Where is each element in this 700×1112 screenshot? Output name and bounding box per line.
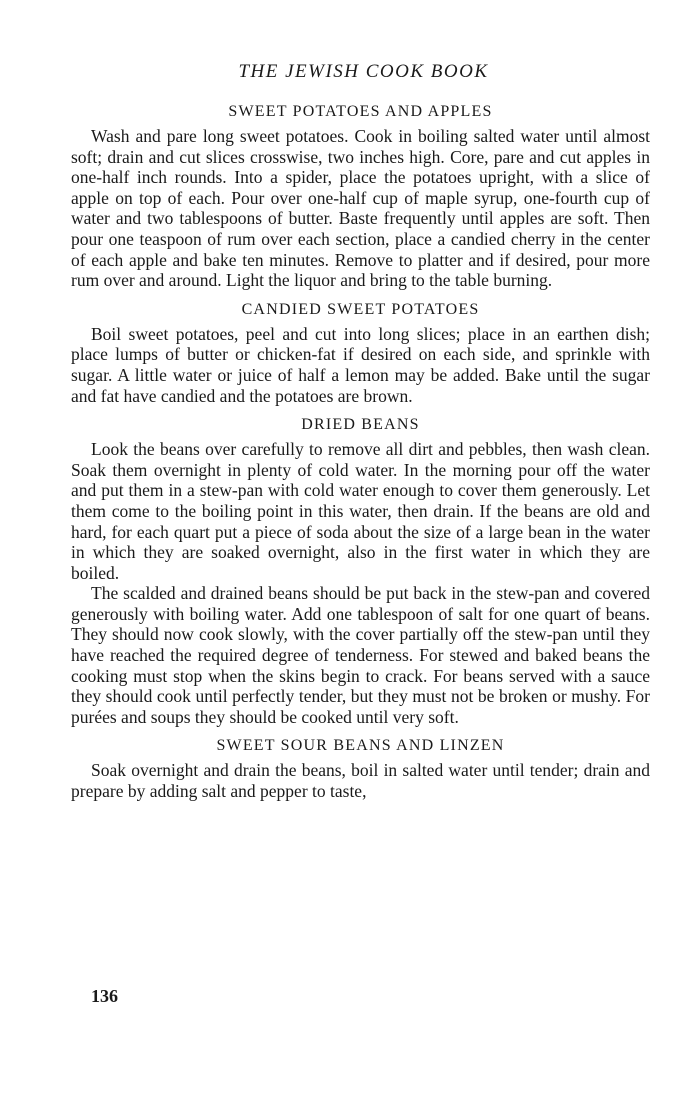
recipe-paragraph: Look the beans over carefully to remove all dirt and pebbles, then wash clean. Soak them overnight in plenty of cold water. In the morning pour off the water and put them in a stew-pan with cold water enough to cover them generously. Let them come to the boiling point in this water, then drain. If the beans are old and hard, for each quart put a piece of soda about the size of a large bean in the water in which they are soaked overnight, also in the first water in which they are boiled. bbox=[71, 439, 650, 583]
section-sweet-potatoes-and-apples bbox=[71, 100, 650, 291]
page-number: 136 bbox=[91, 986, 118, 1006]
section-title: CANDIED SWEET POTATOES bbox=[241, 300, 480, 318]
section-sweet-sour-beans-and-linzen bbox=[71, 734, 650, 801]
section-candied-sweet-potatoes bbox=[71, 298, 650, 406]
section-dried-beans bbox=[71, 413, 650, 727]
section-title: SWEET SOUR BEANS AND LINZEN bbox=[216, 737, 505, 755]
recipe-paragraph: Boil sweet potatoes, peel and cut into long slices; place in an earthen dish; place lumps of butter or chicken-fat if desired on each side, and sprinkle with sugar. A little water or juice of half a lemon may be added. Bake until the sugar and fat have candied and the potatoes are brown. bbox=[71, 323, 650, 406]
section-title: DRIED BEANS bbox=[301, 416, 420, 434]
section-title: SWEET POTATOES AND APPLES bbox=[228, 103, 493, 120]
recipe-paragraph: Soak overnight and drain the beans, boil in salted water until tender; drain and prepare by adding salt and pepper to taste, bbox=[71, 760, 650, 802]
recipe-paragraph: Wash and pare long sweet potatoes. Cook in boiling salted water until almost soft; drain and cut slices crosswise, two inches high. Core, pare and cut apples in one-half inch rounds. Into a spider, place the potatoes upright, with a slice of apple on top of each. Pour over one-half cup of maple syrup, one-fourth cup of water and two tablespoons of butter. Baste frequently until apples are soft. Then pour one teaspoon of rum over each section, place a candied cherry in the center of each apple and bake ten minutes. Remove to platter and if desired, pour more rum over and around. Light the liquor and bring to the table burning. bbox=[71, 126, 650, 291]
recipe-paragraph: The scalded and drained beans should be put back in the stew-pan and covered generously with boiling water. Add one tablespoon of salt for one quart of beans. They should now cook slowly, with the cover partially off the stew-pan until they have reached the required degree of tenderness. For stewed and baked beans the cooking must stop when the skins begin to crack. For beans served with a sauce they should cook until perfectly tender, but they must not be broken or mushy. For purées and soups they should be cooked until very soft. bbox=[71, 583, 650, 727]
running-head: THE JEWISH COOK BOOK bbox=[238, 61, 489, 82]
